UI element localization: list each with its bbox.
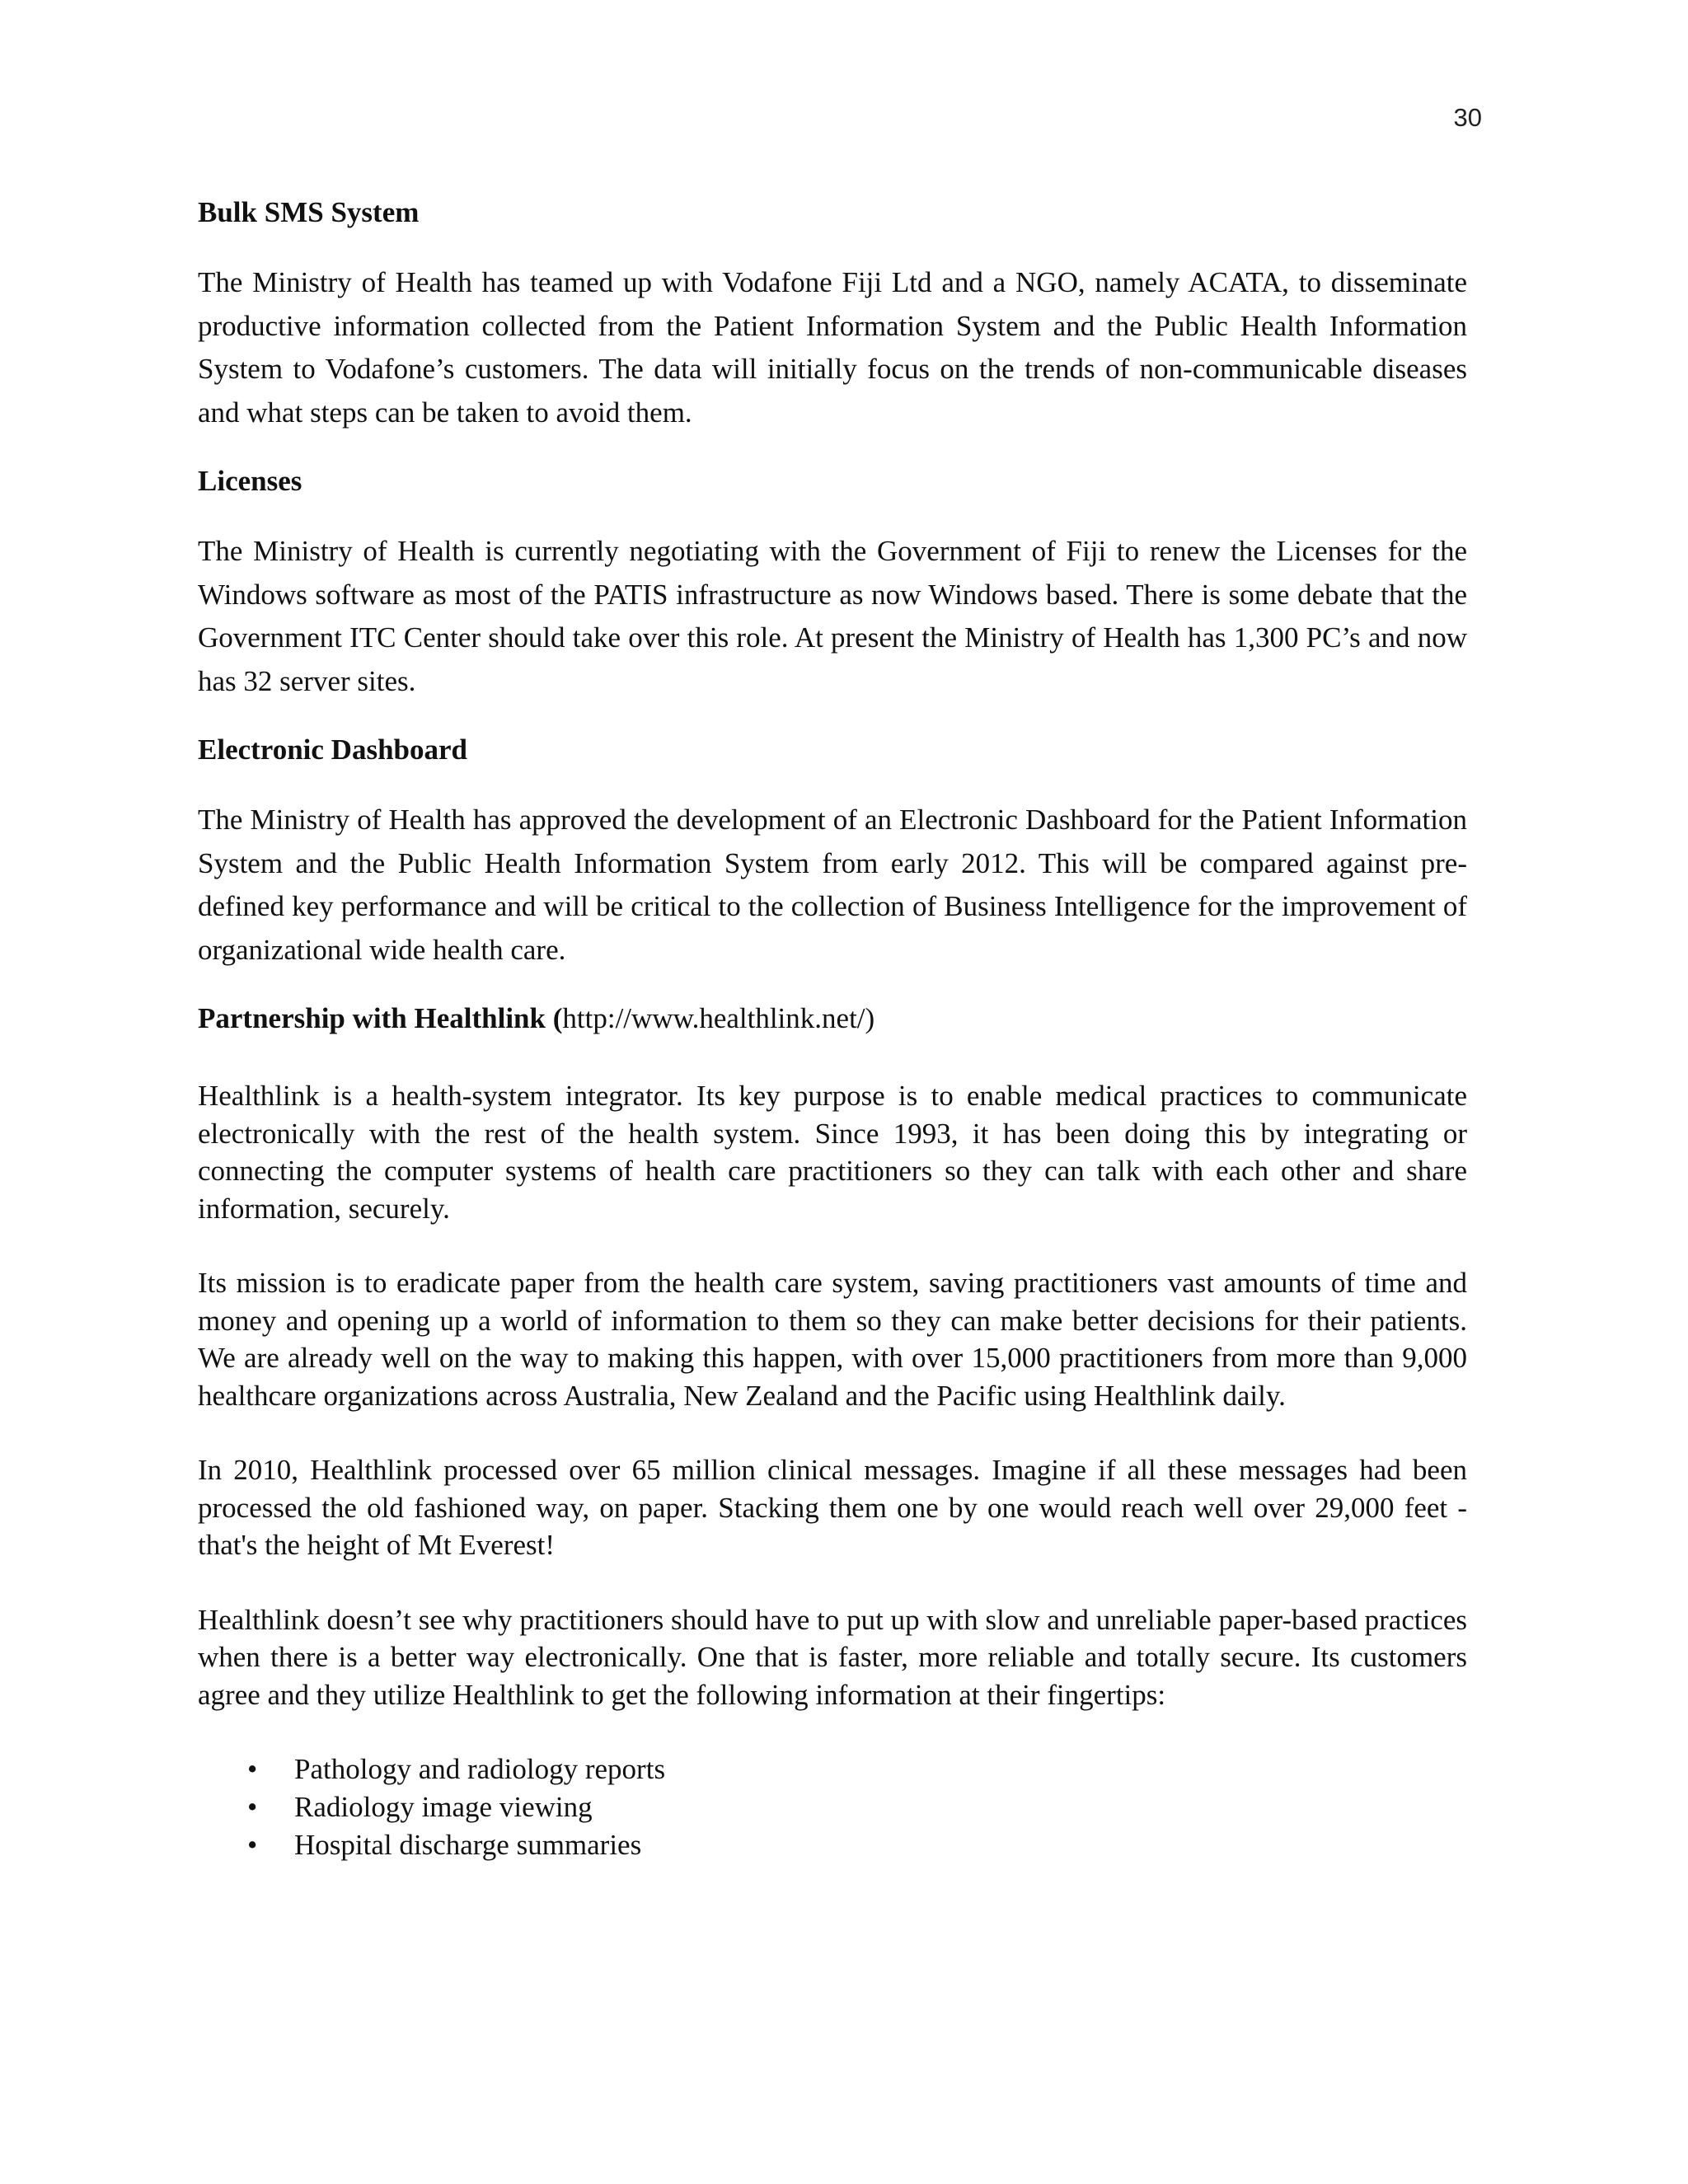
list-item xyxy=(198,1750,1467,1788)
section-heading-healthlink xyxy=(198,997,1467,1040)
paragraph-healthlink-2: Its mission is to eradicate paper from the health care system, saving practitioners vast amounts of time and money and opening up a world of information to them so they can make better decisions for their patients. We are already well on the way to making this happen, with over 15,000 practitioners from more than 9,000 healthcare organizations across Australia, New Zealand and the Pacific using Healthlink daily. xyxy=(198,1267,1467,1412)
bullet-icon: • xyxy=(247,1829,258,1861)
bullet-list xyxy=(198,1750,1467,1864)
paragraph-licenses: The Ministry of Health is currently negotiating with the Government of Fiji to renew the Licenses for the Windows software as most of the PATIS infrastructure as now Windows based. There is some debate that the Government ITC Center should take over this role. At present the Ministry of Health has 1,300 PC’s and now has 32 server sites. xyxy=(198,535,1467,697)
list-item-text: Radiology image viewing xyxy=(294,1791,593,1823)
paragraph-healthlink-1: Healthlink is a health-system integrator. Its key purpose is to enable medical practices to communicate electronically with the rest of the health system. Since 1993, it has been doing this by integrating or connecting the computer systems of health care practitioners so they can talk with each other and share information, securely. xyxy=(198,1080,1467,1225)
heading-healthlink-text: Partnership with Healthlink ( xyxy=(198,1002,563,1034)
paragraph-dashboard: The Ministry of Health has approved the development of an Electronic Dashboard for the Patient Information System and the Public Health Information System from early 2012. This will be compared against pre-defined key performance and will be critical to the collection of Business Intelligence for the improvement of organizational wide health care. xyxy=(198,804,1467,966)
paragraph-healthlink-3: In 2010, Healthlink processed over 65 million clinical messages. Imagine if all these messages had been processed the old fashioned way, on paper. Stacking them one by one would reach well over 29,000 feet - that's the height of Mt Everest! xyxy=(198,1454,1467,1561)
page-content xyxy=(198,191,1467,1864)
section-heading-licenses: Licenses xyxy=(198,465,302,497)
list-item-text: Pathology and radiology reports xyxy=(294,1753,666,1785)
list-item-text: Hospital discharge summaries xyxy=(294,1829,642,1861)
paragraph-healthlink-4: Healthlink doesn’t see why practitioners should have to put up with slow and unreliable paper-based practices when there is a better way electronically. One that is faster, more reliable and totally secure. Its customers agree and they utilize Healthlink to get the following information at their fingertips: xyxy=(198,1603,1467,1711)
list-item xyxy=(198,1826,1467,1864)
list-item xyxy=(198,1788,1467,1826)
section-heading-bulk-sms: Bulk SMS System xyxy=(198,196,420,228)
bullet-icon: • xyxy=(247,1791,258,1823)
section-heading-dashboard: Electronic Dashboard xyxy=(198,733,467,766)
bullet-icon: • xyxy=(247,1753,258,1785)
page-number: 30 xyxy=(1453,103,1482,132)
healthlink-url-link[interactable]: http://www.healthlink.net/) xyxy=(562,1002,875,1034)
paragraph-bulk-sms: The Ministry of Health has teamed up with Vodafone Fiji Ltd and a NGO, namely ACATA, to disseminate productive information collected from the Patient Information System and the Public Health Information System to Vodafone’s customers. The data will initially focus on the trends of non-communicable diseases and what steps can be taken to avoid them. xyxy=(198,266,1467,429)
